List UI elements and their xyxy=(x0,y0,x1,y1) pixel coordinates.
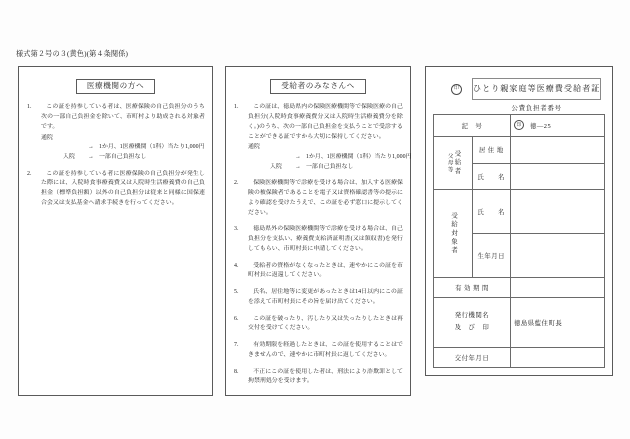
middle-notice-list xyxy=(226,103,410,387)
sub-block xyxy=(41,134,205,163)
certificate-header xyxy=(433,74,605,114)
table-row-kigou xyxy=(434,115,605,137)
panel-medical-institution xyxy=(18,66,213,396)
sub-row-lead: 入院 xyxy=(270,163,282,170)
middle-panel-heading: 受給者のみなさんへ xyxy=(270,79,366,94)
table-row-issue-date xyxy=(434,348,605,368)
sub-label-outpatient: 通院 xyxy=(248,144,260,151)
recipient-group-main: 受給者 xyxy=(453,150,461,176)
issuer-label xyxy=(434,297,511,347)
issuer-value: 徳島県藍住町長 xyxy=(511,297,605,347)
issue-date-label: 交付年月日 xyxy=(434,348,511,368)
notice-body: この証を破ったり、汚したり又は失ったりしたときは再交付を受けてください。 xyxy=(248,315,403,332)
sub-row-outpatient xyxy=(41,143,205,153)
target-birth-value[interactable] xyxy=(511,233,605,277)
kigou-cell-inner xyxy=(514,120,601,130)
target-group-vertical xyxy=(437,212,469,255)
list-item xyxy=(233,368,403,387)
list-item xyxy=(26,103,205,162)
sub-row-inpatient xyxy=(41,153,205,163)
notice-body: 氏名、居住地等に変更があったときは14日以内にこの証を添えて市町村長にその旨を届け出てください。 xyxy=(248,289,403,305)
list-item xyxy=(233,262,403,281)
sub-label-outpatient: 通院 xyxy=(41,134,53,141)
list-item xyxy=(233,179,403,218)
arrow-glyph-icon: → xyxy=(88,144,94,151)
table-row-valid-period xyxy=(434,277,605,297)
kigou-label: 記 号 xyxy=(434,115,511,137)
target-group-main: 受給対象者 xyxy=(450,211,458,255)
certificate-title-col xyxy=(472,78,601,112)
notice-body: この証は、徳島県内の保険医療機関等で保険医療の自己負担分(入院時食事療養費分又は入院時生活療養費分を除く。)のうち、次の一部自己負担金を支払うことで受診することができる証ですから大切に保持してください。 xyxy=(248,104,403,140)
valid-period-value[interactable] xyxy=(511,277,605,297)
list-item xyxy=(233,225,403,254)
issue-date-value[interactable] xyxy=(511,348,605,368)
arrow-glyph-icon: → xyxy=(295,163,301,170)
notice-body: 有効期限を経過したときは、この証を使用することはできませんので、速やかに市町村長に返してください。 xyxy=(248,342,403,358)
recipient-address-value[interactable] xyxy=(511,136,605,163)
left-panel-heading: 医療機関の方へ xyxy=(76,79,155,94)
sub-row-text: 一部自己負担なし xyxy=(305,163,354,170)
notice-body: 保険医療機関等で診療を受ける場合は、加入する医療保険の被保険者であることを電子又は資格確認書等の提示により確認を受けたうえで、この証を必ず窓口に提示してください。 xyxy=(248,180,403,216)
list-item xyxy=(233,341,403,360)
notice-body: この証を持参している者に医療保険の自己負担分が発生した際には、入院時食事療養費又は入院時生活療養費の自己負担金（標準負担額）以外の自己負担分は従来と同様に国保連合会又は支払基金へ請求手続きを行ってください。 xyxy=(41,170,205,206)
seal-circle-icon: 印 xyxy=(514,120,524,130)
target-birth-label: 生年月日 xyxy=(472,233,511,277)
kigou-value: 徳―25 xyxy=(530,122,552,130)
recipient-name-value[interactable] xyxy=(511,163,605,190)
list-item xyxy=(233,103,412,172)
panel-certificate-card xyxy=(425,66,613,376)
certificate-table xyxy=(433,114,605,368)
certificate-body xyxy=(426,67,612,375)
list-item xyxy=(233,288,403,307)
sub-row-text: 一部自己負担なし xyxy=(98,154,147,161)
table-row-recipient-address xyxy=(434,136,605,163)
notice-body: 受給者の資格がなくなったときは、速やかにこの証を市町村長に返還してください。 xyxy=(248,262,403,279)
recipient-address-label: 居 住 地 xyxy=(472,136,511,163)
target-name-value[interactable] xyxy=(511,190,605,234)
sub-row-text: 1か月、1医療機関（1科）当たり1,000円 xyxy=(305,154,412,161)
sub-row-outpatient xyxy=(248,153,412,163)
target-name-label: 氏 名 xyxy=(472,190,511,234)
target-group-label xyxy=(434,190,473,278)
sub-row-lead: 入院 xyxy=(63,154,75,161)
panel-recipients xyxy=(225,66,411,396)
sub-block xyxy=(248,143,412,172)
notice-body: この証を持参している者は、医療保険の自己負担分のうち次の一部自己負担金を除いて、市町村より助成される対象者です。 xyxy=(41,104,205,130)
list-item xyxy=(26,170,205,209)
notice-body: 不正にこの証を使用した者は、刑法により詐欺罪として拘禁刑処分を受けます。 xyxy=(248,368,403,385)
table-row-issuer xyxy=(434,297,605,347)
arrow-glyph-icon: → xyxy=(295,154,301,161)
seal-circle-icon: 印 xyxy=(451,84,462,95)
mid-heading-wrap xyxy=(226,79,410,94)
form-code-label: 様式第２号の３(黄色)(第４条関係) xyxy=(16,50,129,58)
recipient-group-vertical xyxy=(437,150,469,176)
sub-row-inpatient xyxy=(248,163,403,173)
certificate-title: ひとり親家庭等医療費受給者証 xyxy=(472,78,601,100)
arrow-glyph-icon: → xyxy=(88,154,94,161)
list-item xyxy=(233,315,403,334)
issuer-label-line2: 及 び 印 xyxy=(454,324,490,332)
recipient-group-label xyxy=(434,136,473,189)
left-notice-list xyxy=(19,103,212,208)
certificate-subtitle: 公費負担者番号 xyxy=(511,105,562,112)
table-row-target-name xyxy=(434,190,605,234)
valid-period-label: 有 効 期 間 xyxy=(434,277,511,297)
notice-body: 徳島県外の保険医療機関等で診療を受ける場合は、自己負担分を支払い、療養費支給済証明書(又は領収書)を発行してもらい、市町村長に申請してください。 xyxy=(248,226,403,252)
kigou-value-cell xyxy=(511,115,605,137)
recipient-group-sub: 父母等 xyxy=(446,152,453,174)
left-heading-wrap xyxy=(19,79,212,94)
recipient-name-label: 氏 名 xyxy=(472,163,511,190)
sub-row-text: 1か月、1医療機関（1科）当たり1,000円 xyxy=(98,144,205,151)
issuer-label-line1: 発行機関名 xyxy=(454,312,490,320)
